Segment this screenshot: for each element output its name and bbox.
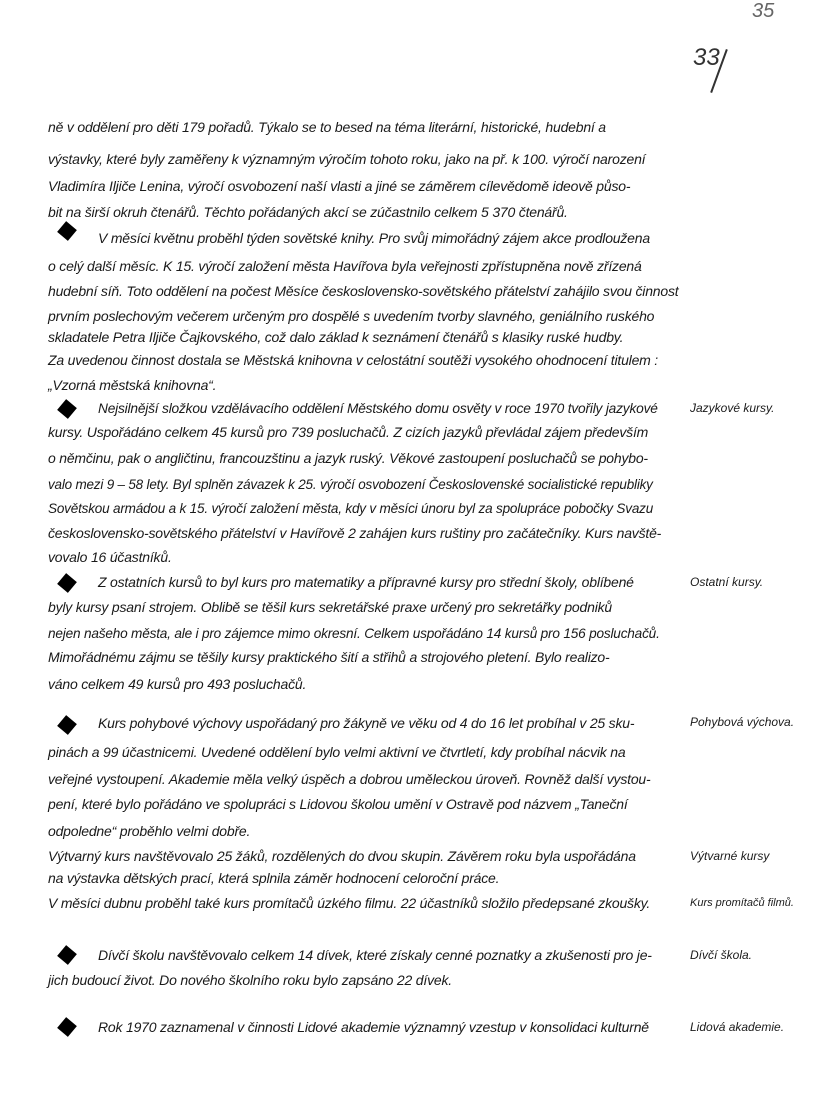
text-line: pení, které bylo pořádáno ve spolupráci s Lidovou školou umění v Ostravě pod názvem „Taneční — [48, 796, 628, 812]
text-line: Z ostatních kursů to byl kurs pro matematiky a přípravné kursy pro střední školy, oblíbené — [98, 574, 634, 590]
margin-note-girls-school: Dívčí škola. — [690, 948, 753, 962]
text-line: bit na širší okruh čtenářů. Těchto pořádaných akcí se zúčastnilo celkem 5 370 čtenářů. — [48, 204, 568, 220]
margin-note-art-courses: Výtvarné kursy — [690, 849, 770, 863]
text-line: Kurs pohybové výchovy uspořádaný pro žákyně ve věku od 4 do 16 let probíhal v 25 sku- — [98, 715, 635, 731]
margin-note-other-courses: Ostatní kursy. — [690, 575, 764, 589]
text-line: nejen našeho města, ale i pro zájemce mimo okresní. Celkem uspořádáno 14 kursů pro 156 posluchačů. — [48, 625, 660, 641]
text-line: Mimořádnému zájmu se těšily kursy praktického šití a střihů a strojového pletení. Bylo realizo- — [48, 649, 610, 665]
text-line: o němčinu, pak o angličtinu, francouzštinu a jazyk ruský. Věkové zastoupení posluchačů se pohybo- — [48, 450, 648, 466]
text-line: prvním poslechovým večerem určeným pro dospělé s uvedením tvorby slavného, geniálního ruského — [48, 308, 655, 324]
text-line: odpoledne“ proběhlo velmi dobře. — [48, 823, 251, 839]
text-line: Vladimíra Iljiče Lenina, výročí osvobození naší vlasti a jiné se záměrem cílevědomě ideově půso- — [48, 178, 631, 194]
margin-note-folk-academy: Lidová akademie. — [690, 1020, 785, 1034]
text-line: kursy. Uspořádáno celkem 45 kursů pro 739 posluchačů. Z cizích jazyků převládal zájem především — [48, 424, 649, 440]
text-line: valo mezi 9 – 58 lety. Byl splněn závazek k 25. výročí osvobození Československé socialistické republiky — [48, 476, 653, 492]
text-line: hudební síň. Toto oddělení na počest Měsíce československo-sovětského přátelství zahájilo svou činnost — [48, 283, 679, 299]
text-line: váno celkem 49 kursů pro 493 posluchačů. — [48, 676, 307, 692]
margin-note-languages: Jazykové kursy. — [690, 401, 775, 415]
text-line: Rok 1970 zaznamenal v činnosti Lidové akademie významný vzestup v konsolidaci kulturně — [98, 1019, 649, 1035]
bullet-diamond — [57, 1017, 77, 1037]
text-line: výstavky, které byly zaměřeny k významným výročím tohoto roku, jako na př. k 100. výročí narození — [48, 151, 646, 167]
margin-note-projection-course: Kurs promítačů filmů. — [690, 897, 794, 909]
text-line: o celý další měsíc. K 15. výročí založení města Havířova byla veřejnosti zpřístupněna nově zřízená — [48, 258, 642, 274]
text-line: Nejsilnější složkou vzdělávacího oddělení Městského domu osvěty v roce 1970 tvořily jazykové — [98, 400, 658, 416]
text-line: V měsíci květnu proběhl týden sovětské knihy. Pro svůj mimořádný zájem akce prodloužena — [98, 230, 650, 246]
text-line: Za uvedenou činnost dostala se Městská knihovna v celostátní soutěži vysokého ohodnocení titulem : — [48, 352, 658, 368]
text-line: skladatele Petra Iljiče Čajkovského, což dalo základ k seznámení čtenářů s klasiky ruské hudby. — [48, 329, 624, 345]
text-line: na výstavka dětských prací, která splnila záměr hodnocení celoroční práce. — [48, 870, 500, 886]
text-line: československo-sovětského přátelství v Havířově 2 zahájen kurs ruštiny pro začátečníky. Kurs navště- — [48, 525, 662, 541]
text-line: Sovětskou armádou a k 15. výročí založení města, kdy v měsíci únoru byl za spolupráce pobočky Svazu — [48, 500, 654, 516]
text-line: V měsíci dubnu proběhl také kurs promítačů úzkého filmu. 22 účastníků složilo předepsané zkoušky. — [48, 895, 651, 911]
bullet-diamond — [57, 221, 77, 241]
bullet-diamond — [57, 715, 77, 735]
text-line: byly kursy psaní strojem. Oblibě se těšil kurs sekretářské praxe určený pro sekretářky podniků — [48, 599, 612, 615]
text-line: Výtvarný kurs navštěvovalo 25 žáků, rozdělených do dvou skupin. Závěrem roku byla uspořádána — [48, 848, 636, 864]
text-line: ně v oddělení pro děti 179 pořadů. Týkalo se to besed na téma literární, historické, hudební a — [48, 119, 606, 135]
text-line: „Vzorná městská knihovna“. — [48, 377, 217, 393]
text-line: pinách a 99 účastnicemi. Uvedené oddělení bylo velmi aktivní ve čtvrtletí, kdy probíhal nácvik na — [48, 744, 626, 760]
bullet-diamond — [57, 399, 77, 419]
text-line: veřejné vystoupení. Akademie měla velký úspěch a dobrou uměleckou úroveň. Rovněž další vystou- — [48, 771, 651, 787]
text-line: vovalo 16 účastníků. — [48, 549, 172, 565]
ink-page-number: 33 — [693, 44, 720, 71]
bullet-diamond — [57, 573, 77, 593]
bullet-diamond — [57, 945, 77, 965]
text-line: jich budoucí život. Do nového školního roku bylo zapsáno 22 dívek. — [48, 972, 452, 988]
margin-note-movement: Pohybová výchova. — [690, 715, 795, 729]
text-line: Dívčí školu navštěvovalo celkem 14 dívek, které získaly cenné poznatky a zkušenosti pro je- — [98, 947, 652, 963]
pencil-page-number: 35 — [752, 0, 775, 22]
